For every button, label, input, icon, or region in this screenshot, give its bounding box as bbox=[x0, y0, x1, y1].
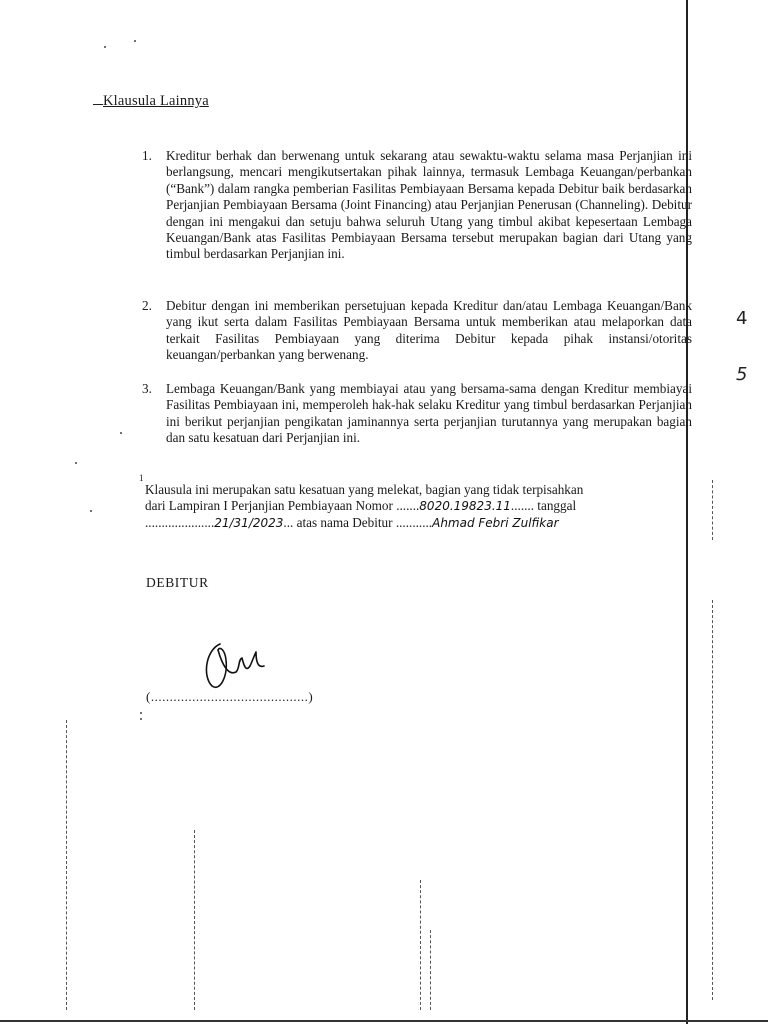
scan-artifact-line bbox=[430, 930, 432, 1010]
clause-number: 3. bbox=[142, 381, 152, 396]
handwritten-signature bbox=[198, 636, 268, 692]
document-title: Klausula Lainnya bbox=[103, 93, 209, 109]
scan-artifact-line bbox=[712, 480, 714, 540]
closing-line-3-mid: ... atas nama Debitur ........... bbox=[283, 514, 433, 530]
scan-speck bbox=[140, 718, 142, 720]
clause-text: Lembaga Keuangan/Bank yang membiayai atau yang bersama-sama dengan Kreditur membiayai Fasilitas Pembiayaan ini, memperoleh hak-hak selaku Kreditur yang timbul berdasarkan Perjanjian ini berikut perjanjian pengikatan jaminannya serta perjanjian turutannya yang merupakan bagian dan satu kesatuan dari Perjanjian ini. bbox=[166, 381, 692, 446]
closing-line-3 bbox=[145, 515, 693, 531]
scan-artifact-line bbox=[194, 830, 196, 1010]
closing-line-2-suffix: ....... tanggal bbox=[510, 498, 577, 514]
clause-number: 1. bbox=[142, 148, 152, 163]
clause-text: Kreditur berhak dan berwenang untuk sekarang atau sewaktu-waktu selama masa Perjanjian ini berlangsung, mencari mengikutsertakan pihak lainnya, termasuk Lembaga Keuangan/perbankan (“Bank”) dalam rangka pemberian Fasilitas Pembiayaan Bersama kepada Debitur baik berdasarkan Perjanjian Pembiayaan Bersama (Joint Financing) atau Perjanjian Penerusan (Channeling). Debitur dengan ini mengakui dan setuju bahwa seluruh Utang yang timbul akibat kepesertaan Lembaga Keuangan/Bank atas Fasilitas Pembiayaan Bersama tersebut merupakan bagian dari Utang yang timbul berdasarkan Perjanjian ini. bbox=[166, 148, 692, 262]
signature-name-line: (..........................................) bbox=[146, 689, 314, 704]
closing-line-2-prefix: dari Lampiran I Perjanjian Pembiayaan Nomor ....... bbox=[145, 498, 420, 514]
scan-bottom-line bbox=[0, 1020, 768, 1022]
closing-line-1: Klausula ini merupakan satu kesatuan yang melekat, bagian yang tidak terpisahkan bbox=[145, 482, 584, 497]
margin-mark-5: 5 bbox=[736, 364, 748, 385]
closing-line-3-prefix: ..................... bbox=[145, 514, 215, 530]
scan-artifact-line bbox=[712, 600, 714, 1000]
closing-line-2 bbox=[145, 498, 693, 514]
scan-speck bbox=[104, 46, 106, 48]
title-dash bbox=[93, 104, 103, 105]
clause-number: 2. bbox=[142, 298, 152, 313]
scan-speck bbox=[75, 462, 77, 464]
scan-speck bbox=[90, 510, 92, 512]
scan-speck bbox=[120, 432, 122, 434]
closing-statement bbox=[145, 482, 693, 531]
clause-3 bbox=[142, 381, 692, 447]
clause-1 bbox=[142, 148, 692, 263]
handwritten-contract-number: 8020.19823.11 bbox=[419, 499, 511, 514]
scan-artifact-line bbox=[420, 880, 422, 1010]
margin-mark-4: 4 bbox=[736, 308, 748, 329]
clause-2 bbox=[142, 298, 692, 364]
handwritten-debtor-name: Ahmad Febri Zulfikar bbox=[432, 515, 559, 530]
scan-speck bbox=[134, 40, 136, 42]
debitur-label: DEBITUR bbox=[146, 575, 209, 590]
handwritten-date: 21/31/2023 bbox=[214, 515, 284, 530]
closing-marker: 1 bbox=[139, 473, 144, 483]
scan-artifact-line bbox=[66, 720, 68, 1010]
clause-text: Debitur dengan ini memberikan persetujuan kepada Kreditur dan/atau Lembaga Keuangan/Bank yang ikut serta dalam Fasilitas Pembiayaan Bersama untuk memberikan atau melaporkan data terkait Fasilitas Pembiayaan yang diterima Debitur kepada pihak instansi/otoritas keuangan/perbankan yang berwenang. bbox=[166, 298, 692, 363]
scan-speck bbox=[140, 712, 142, 714]
